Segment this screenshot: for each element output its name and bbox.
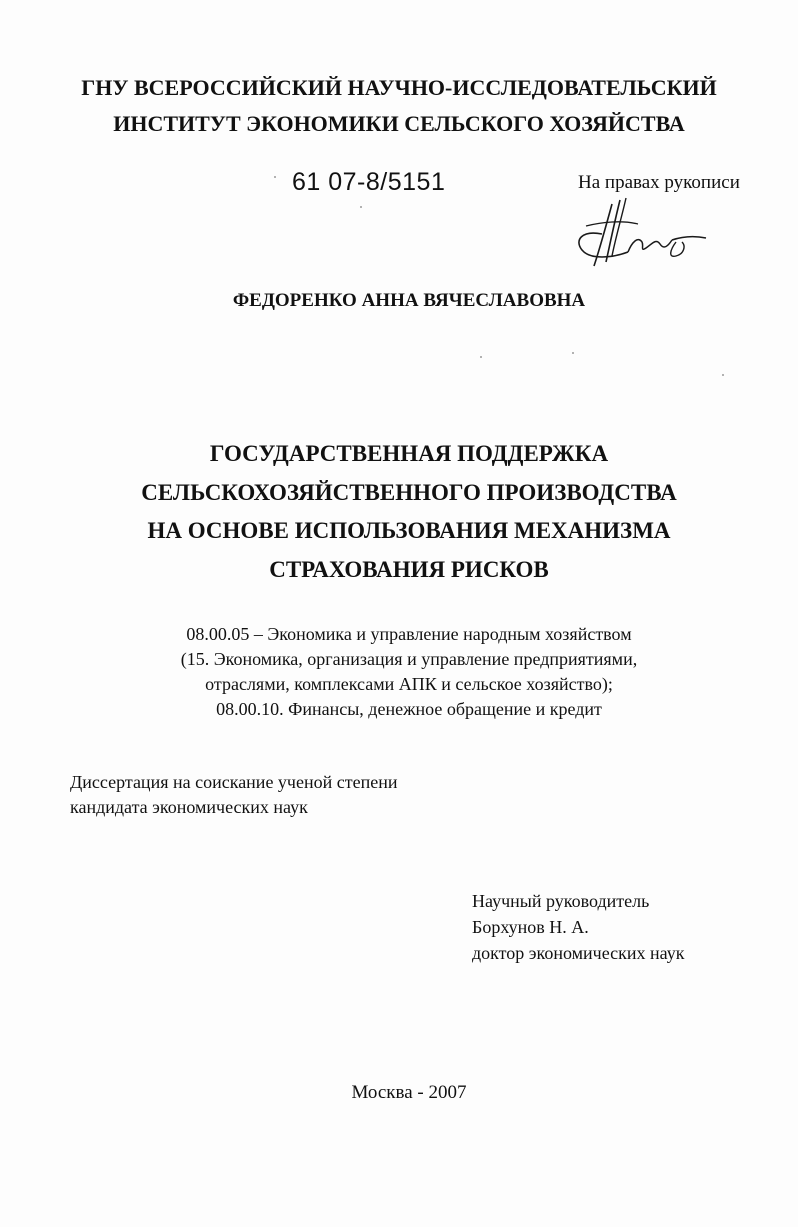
- specialty-line: отраслями, комплексами АПК и сельское хозяйство);: [205, 674, 613, 694]
- document-number: 61 07-8/5151: [292, 168, 446, 196]
- scientific-advisor: [472, 888, 684, 966]
- scan-speck: [360, 206, 362, 208]
- city-year: Москва - 2007: [351, 1082, 467, 1103]
- advisor-name: Борхунов Н. А.: [472, 917, 589, 937]
- author-name: ФЕДОРЕНКО АННА ВЯЧЕСЛАВОВНА: [232, 290, 586, 311]
- title-line: ГОСУДАРСТВЕННАЯ ПОДДЕРЖКА: [209, 441, 609, 466]
- signature-icon: [572, 196, 708, 268]
- specialty-line: 08.00.05 – Экономика и управление народным хозяйством: [186, 624, 632, 644]
- advisor-role: Научный руководитель: [472, 891, 650, 911]
- scan-speck: [722, 374, 724, 376]
- title-line: СТРАХОВАНИЯ РИСКОВ: [269, 556, 549, 582]
- institute-line-2: ИНСТИТУТ ЭКОНОМИКИ СЕЛЬСКОГО ХОЗЯЙСТВА: [113, 111, 685, 136]
- title-line: НА ОСНОВЕ ИСПОЛЬЗОВАНИЯ МЕХАНИЗМА: [147, 518, 671, 543]
- specialty-codes: [0, 622, 798, 722]
- rights-note: На правах рукописи: [578, 172, 740, 193]
- specialty-line: (15. Экономика, организация и управление предприятиями,: [180, 649, 638, 669]
- degree-line-2: кандидата экономических наук: [70, 797, 308, 817]
- institute-line-1: ГНУ ВСЕРОССИЙСКИЙ НАУЧНО-ИССЛЕДОВАТЕЛЬСКИЙ: [81, 75, 717, 100]
- scan-speck: [274, 176, 276, 178]
- scan-speck: [480, 356, 482, 358]
- dissertation-title: [0, 435, 798, 589]
- degree-statement: [70, 770, 397, 820]
- scan-speck: [572, 352, 574, 354]
- degree-line-1: Диссертация на соискание ученой степени: [70, 772, 398, 792]
- institute-name: [0, 70, 798, 142]
- title-line: СЕЛЬСКОХОЗЯЙСТВЕННОГО ПРОИЗВОДСТВА: [141, 479, 677, 505]
- advisor-degree: доктор экономических наук: [472, 943, 685, 963]
- specialty-line: 08.00.10. Финансы, денежное обращение и кредит: [216, 699, 602, 719]
